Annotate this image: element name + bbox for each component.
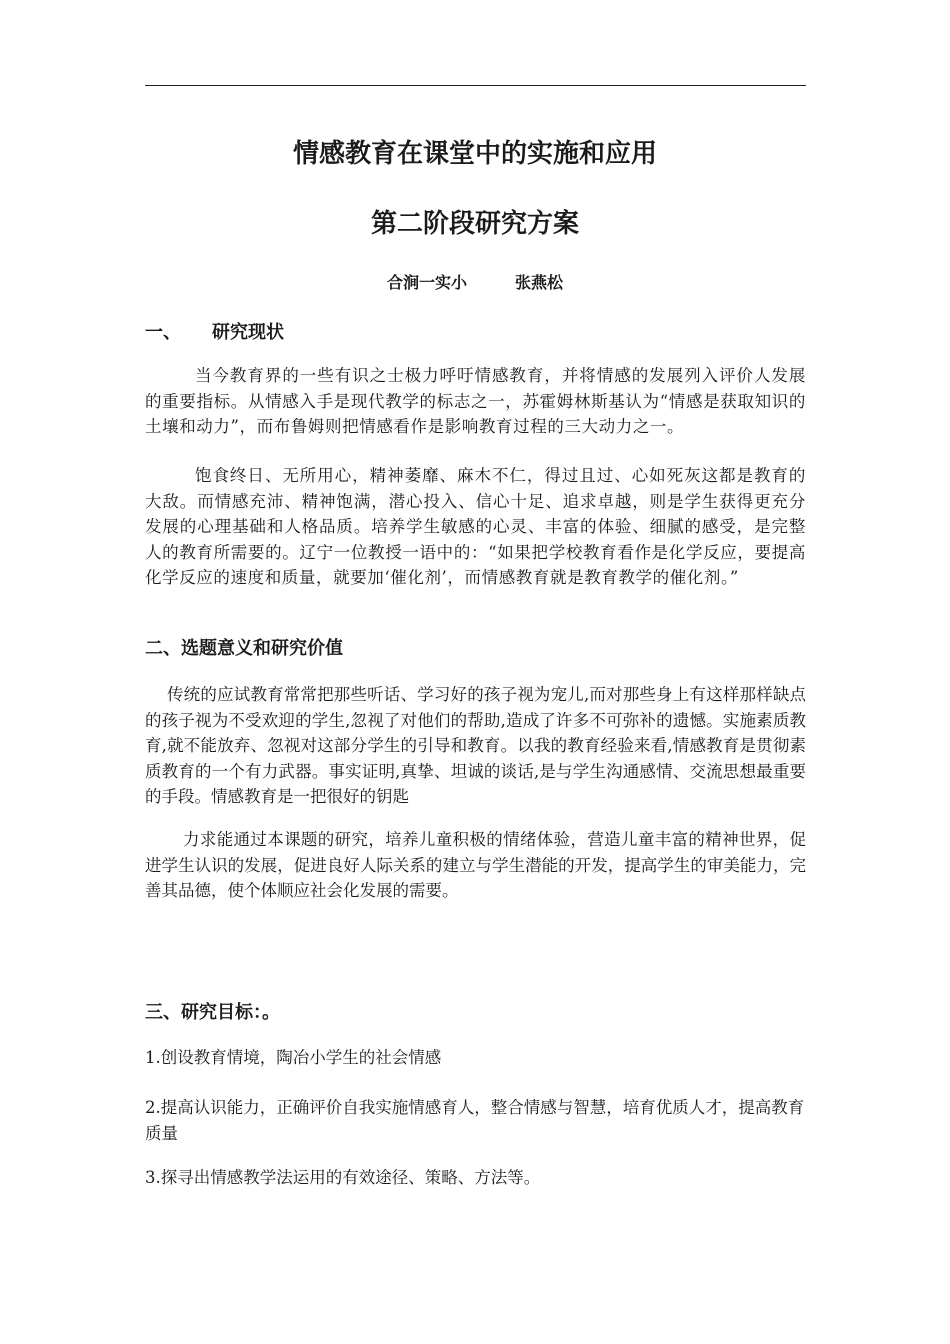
paragraph-significance-1: 传统的应试教育常常把那些听话、学习好的孩子视为宠儿,而对那些身上有这样那样缺点的孩子视为不受欢迎的学生,忽视了对他们的帮助,造成了许多不可弥补的遗憾。实施素质教育,就不能放弃、忽视对这部分学生的引导和教育。以我的教育经验来看,情感教育是贯彻素质教育的一个有力武器。事实证明,真挚、坦诚的谈话,是与学生沟通感情、交流思想最重要的手段。情感教育是一把很好的钥匙 [145, 685, 806, 806]
section-title-1: 研究现状 [212, 322, 284, 343]
section-heading-3: 三、研究目标：。 [145, 1002, 280, 1023]
section-heading-2: 二、选题意义和研究价值 [145, 638, 343, 659]
paragraph-research-status-1: 当今教育界的一些有识之士极力呼吁情感教育，并将情感的发展列入评价人发展的重要指标。从情感入手是现代教学的标志之一，苏霍姆林斯基认为“情感是获取知识的土壤和动力”，而布鲁姆则把情感看作是影响教育过程的三大动力之一。 [145, 366, 806, 436]
top-rule [145, 85, 806, 86]
document-title: 情感教育在课堂中的实施和应用 [292, 139, 657, 169]
author-school: 合涧一实小 [386, 273, 467, 292]
goal-item-1: 1.创设教育情境，陶冶小学生的社会情感 [145, 1048, 442, 1067]
document-subtitle: 第二阶段研究方案 [370, 209, 579, 239]
paragraph-research-status-2: 饱食终日、无所用心，精神萎靡、麻木不仁，得过且过、心如死灰这都是教育的大敌。而情感充沛、精神饱满，潜心投入、信心十足、追求卓越，则是学生获得更充分发展的心理基础和人格品质。培养学生敏感的心灵、丰富的体验、细腻的感受，是完整人的教育所需要的。辽宁一位教授一语中的：“如果把学校教育看作是化学反应，要提高化学反应的速度和质量，就要加‘催化剂’，而情感教育就是教育教学的催化剂。” [145, 466, 806, 587]
author-line [0, 270, 950, 293]
goal-item-3: 3.探寻出情感教学法运用的有效途径、策略、方法等。 [145, 1168, 541, 1187]
paragraph-significance-2: 力求能通过本课题的研究，培养儿童积极的情绪体验，营造儿童丰富的精神世界，促进学生认识的发展，促进良好人际关系的建立与学生潜能的开发，提高学生的审美能力，完善其品德，使个体顺应社会化发展的需要。 [145, 830, 806, 900]
goal-item-2: 2.提高认识能力，正确评价自我实施情感育人，整合情感与智慧，培育优质人才，提高教育质量 [145, 1098, 805, 1143]
section-heading-1 [145, 318, 284, 344]
section-number-1: 一、 [145, 322, 181, 343]
author-name: 张燕松 [515, 273, 564, 292]
